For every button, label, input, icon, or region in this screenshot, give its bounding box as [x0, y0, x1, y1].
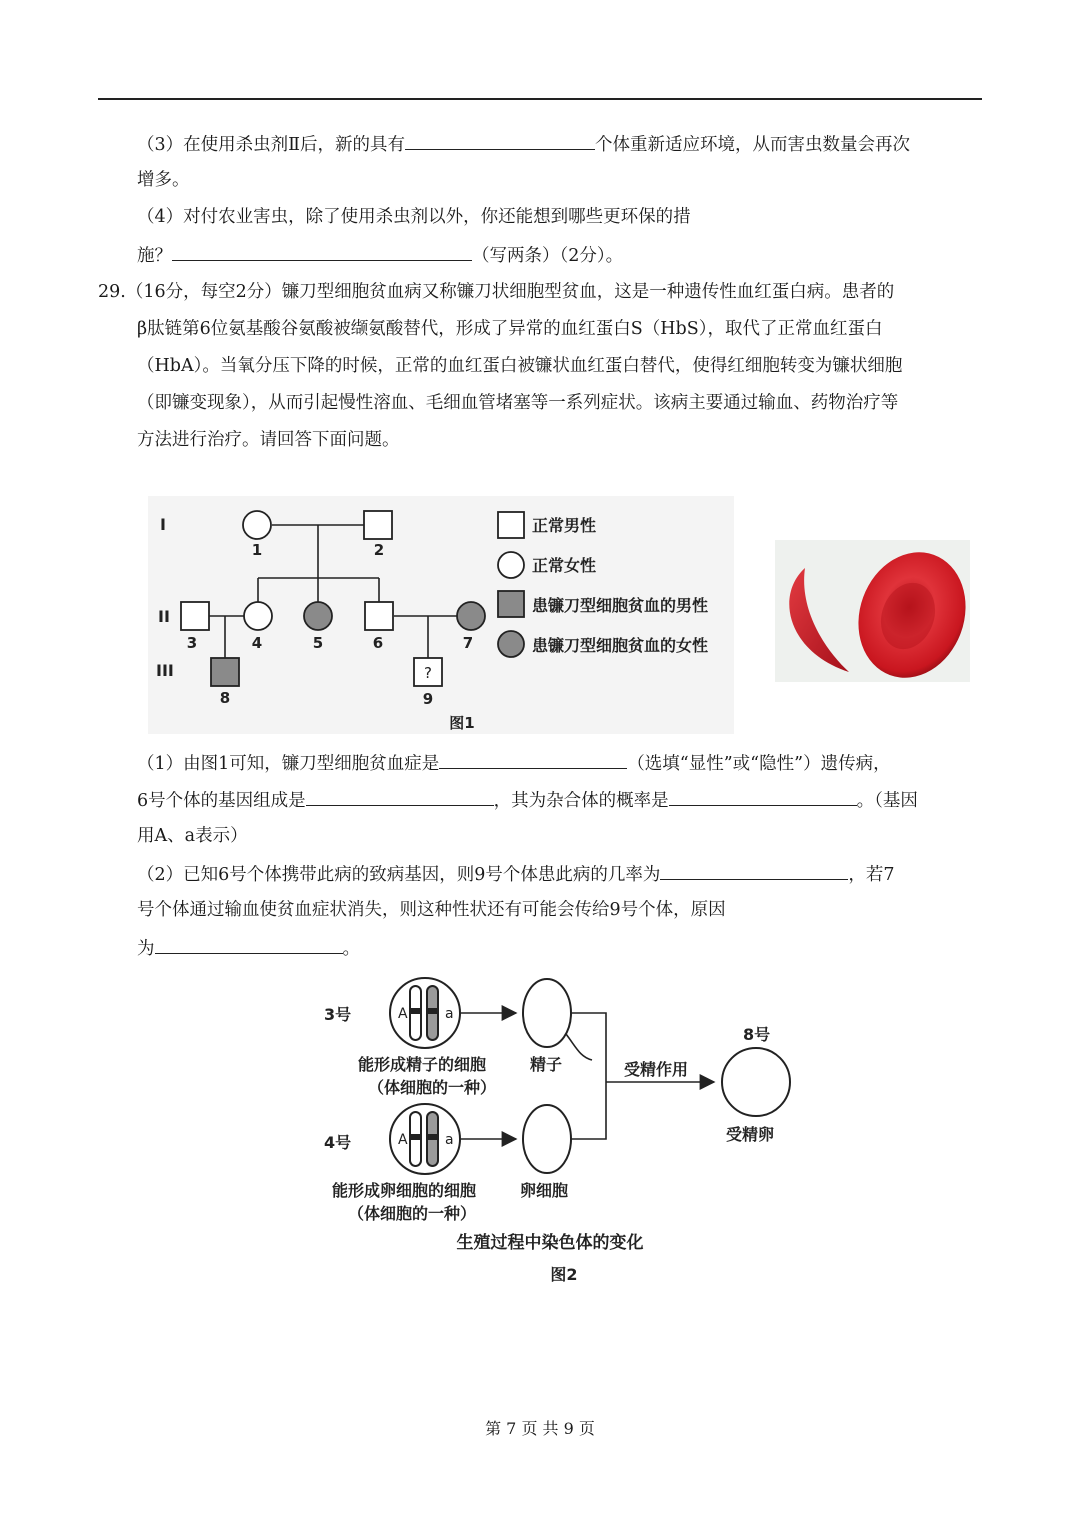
gene-A-3: A [398, 1006, 408, 1022]
unknown-mark: ? [424, 664, 432, 682]
label-fertilization: 受精作用 [624, 1060, 689, 1079]
sperm-tail [566, 1034, 592, 1060]
individual-8-symbol [211, 658, 239, 686]
answer-blank[interactable] [405, 131, 595, 150]
chromosome-diagram [318, 972, 798, 1292]
legend-affected-male: 患镰刀型细胞贫血的男性 [532, 596, 709, 615]
header-rule [98, 98, 982, 100]
label-no8: 8号 [743, 1025, 771, 1044]
fertilization-bracket [571, 1013, 606, 1139]
q29-s2-line1 [137, 861, 895, 887]
label-egg: 卵细胞 [520, 1181, 569, 1200]
q28-part3-text: （3）在使用杀虫剂Ⅱ后，新的具有 [137, 135, 406, 155]
q29-intro-4: （即镰变现象），从而引起慢性溶血、毛细血管堵塞等一系列症状。该病主要通过输血、药物治疗等 [137, 393, 899, 413]
generation-1-label: I [160, 515, 166, 534]
q29-s2-line2: 号个体通过输血使贫血症状消失，则这种性状还有可能会传给9号个体，原因 [137, 900, 726, 920]
q29-s1-text: （1）由图1可知，镰刀型细胞贫血症是 [137, 754, 440, 774]
q29-intro-3: （HbA）。当氧分压下降的时候，正常的血红蛋白被镰状血红蛋白替代，使得红细胞转变为镰状细胞 [137, 356, 903, 376]
legend-normal-female: 正常女性 [532, 556, 597, 575]
q29-s1-text-5: 。（基因 [856, 791, 918, 811]
label-no4: 4号 [324, 1133, 352, 1152]
individual-1-symbol [243, 511, 271, 539]
label-egg-forming-cell: 能形成卵细胞的细胞 [332, 1181, 477, 1200]
gene-a-4: a [445, 1132, 454, 1148]
zygote [722, 1048, 790, 1116]
q29-s1-text-3: 6号个体的基因组成是 [137, 791, 306, 811]
q29-s1-text-4: ，其为杂合体的概率是 [493, 791, 669, 811]
label-egg-forming-cell-note: （体细胞的一种） [348, 1204, 477, 1223]
answer-blank[interactable] [172, 242, 472, 261]
generation-3-label: III [156, 661, 174, 680]
q29-s2-text: （2）已知6号个体携带此病的致病基因，则9号个体患此病的几率为 [137, 865, 661, 885]
q29-s1-line3: 用A、a表示） [137, 826, 248, 846]
page-footer: 第 7 页 共 9 页 [485, 1419, 595, 1438]
gene-A-4: A [398, 1132, 408, 1148]
q29-s2-text-4: 。 [342, 939, 360, 959]
egg-cell [523, 1105, 571, 1173]
id-8: 8 [219, 689, 231, 707]
individual-2-symbol [364, 511, 392, 539]
q28-part3-text-2: 个体重新适应环境，从而害虫数量会再次 [595, 135, 911, 155]
q28-part3-line1 [137, 131, 910, 157]
legend-affected-female: 患镰刀型细胞贫血的女性 [532, 636, 709, 655]
answer-blank[interactable] [155, 935, 343, 954]
individual-5-symbol [304, 602, 332, 630]
q29-s1-line1 [137, 750, 891, 776]
answer-blank[interactable] [669, 787, 857, 806]
q29-s2-text-3: 为 [137, 939, 155, 959]
individual-3-symbol [181, 602, 209, 630]
answer-blank[interactable] [660, 861, 848, 880]
legend-normal-male: 正常男性 [532, 516, 597, 535]
sperm-cell [523, 979, 571, 1047]
legend-normal-male-symbol [498, 512, 524, 538]
q29-intro-2: β肽链第6位氨基酸谷氨酸被缬氨酸替代，形成了异常的血红蛋白S（HbS），取代了正常血红蛋白 [137, 319, 883, 339]
q28-part4-line1: （4）对付农业害虫，除了使用杀虫剂以外，你还能想到哪些更环保的措 [137, 207, 691, 227]
legend-affected-male-symbol [498, 591, 524, 617]
id-4: 4 [251, 634, 263, 652]
answer-blank[interactable] [439, 750, 627, 769]
q28-part4-text: 施？ [137, 246, 172, 266]
q28-part4-note: （写两条）（2分）。 [472, 246, 624, 266]
q29-s1-text-2: （选填“显性”或“隐性”）遗传病， [627, 754, 891, 774]
red-blood-cells-image [775, 540, 970, 682]
id-6: 6 [372, 634, 384, 652]
label-sperm: 精子 [530, 1055, 563, 1074]
figure-1-caption: 图1 [449, 714, 475, 732]
legend-normal-female-symbol [498, 552, 524, 578]
figure-2-title: 生殖过程中染色体的变化 [456, 1233, 644, 1253]
q28-part4-line2 [137, 242, 623, 268]
generation-2-label: II [158, 607, 170, 626]
individual-4-symbol [244, 602, 272, 630]
id-1: 1 [251, 541, 263, 559]
pedigree-chart [148, 496, 734, 734]
q29-s1-line2 [137, 787, 918, 813]
q29-s2-line3 [137, 935, 360, 961]
q28-part3-line2: 增多。 [137, 170, 190, 190]
answer-blank[interactable] [306, 787, 494, 806]
label-sperm-forming-cell-note: （体细胞的一种） [368, 1078, 497, 1097]
id-2: 2 [373, 541, 385, 559]
figure-2-caption: 图2 [550, 1265, 578, 1284]
id-3: 3 [186, 634, 198, 652]
id-7: 7 [462, 634, 474, 652]
label-sperm-forming-cell: 能形成精子的细胞 [358, 1055, 487, 1074]
id-5: 5 [312, 634, 324, 652]
label-no3: 3号 [324, 1005, 352, 1024]
legend-affected-female-symbol [498, 631, 524, 657]
id-9: 9 [422, 690, 434, 708]
q29-intro-5: 方法进行治疗。请回答下面问题。 [137, 430, 400, 450]
gene-a-3: a [445, 1006, 454, 1022]
individual-6-symbol [365, 602, 393, 630]
q29-intro-1: 29.（16分，每空2分）镰刀型细胞贫血病又称镰刀状细胞型贫血，这是一种遗传性血红蛋白病。患者的 [98, 282, 895, 302]
label-zygote: 受精卵 [726, 1125, 775, 1144]
individual-7-symbol [457, 602, 485, 630]
q29-s2-text-2: ，若7 [848, 865, 895, 885]
